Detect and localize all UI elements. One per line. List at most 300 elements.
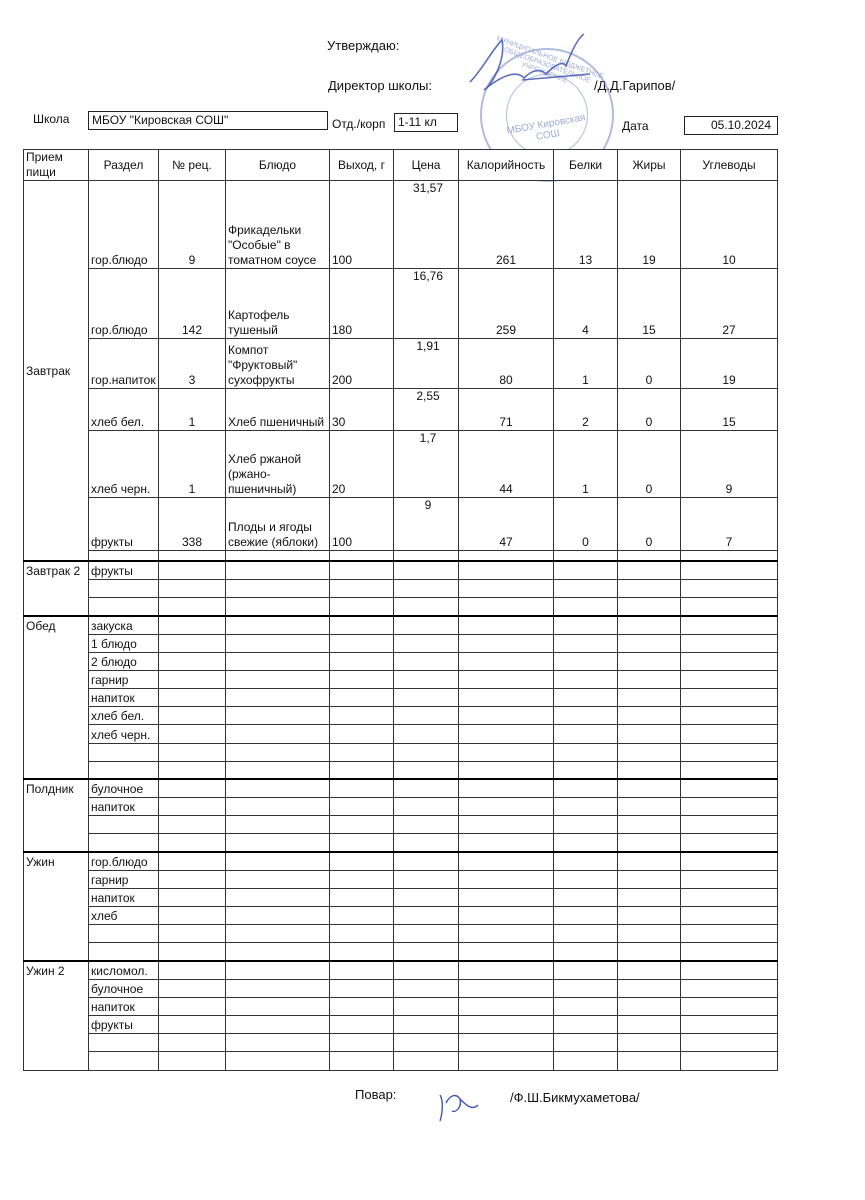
col-header: Раздел [89,150,159,181]
section-cell: напиток [89,888,159,906]
empty-cell [226,579,330,597]
output-cell: 100 [330,497,394,550]
empty-cell [554,816,618,834]
protein-cell: 4 [554,268,618,339]
empty-cell [226,907,330,925]
empty-cell [394,743,459,761]
director-name: /Д.Д.Гарипов/ [594,78,676,93]
empty-cell [618,551,681,562]
section-cell: напиток [89,689,159,707]
section-cell [89,834,159,852]
empty-cell [618,579,681,597]
empty-cell [394,652,459,670]
empty-cell [459,1052,554,1071]
protein-cell: 1 [554,431,618,497]
empty-cell [159,598,226,616]
empty-cell [226,961,330,979]
empty-cell [618,616,681,634]
section-cell: гарнир [89,670,159,688]
empty-cell [459,598,554,616]
cook-label: Повар: [355,1087,397,1102]
other-meals-section [24,561,778,1070]
empty-cell [618,907,681,925]
section-cell: фрукты [89,561,159,579]
empty-cell [226,616,330,634]
empty-cell [459,551,554,562]
empty-cell [394,834,459,852]
empty-cell [618,707,681,725]
empty-cell [681,816,778,834]
cook-name: /Ф.Ш.Бикмухаметова/ [510,1090,640,1105]
empty-cell [459,961,554,979]
table-row [24,961,778,979]
empty-cell [681,1052,778,1071]
empty-cell [554,707,618,725]
empty-cell [554,943,618,961]
col-header: Белки [554,150,618,181]
protein-cell: 1 [554,339,618,388]
empty-cell [681,634,778,652]
empty-cell [618,943,681,961]
empty-cell [554,725,618,743]
empty-cell [554,997,618,1015]
table-row [24,725,778,743]
empty-cell [459,761,554,779]
empty-cell [159,689,226,707]
empty-cell [330,852,394,870]
empty-cell [159,852,226,870]
dish-cell: Фрикадельки "Особые" в томатном соусе [226,181,330,269]
output-cell: 200 [330,339,394,388]
empty-cell [330,907,394,925]
empty-cell [681,907,778,925]
table-row [24,816,778,834]
empty-cell [554,961,618,979]
table-row [24,339,778,388]
price-cell: 9 [394,497,459,550]
empty-cell [226,997,330,1015]
empty-cell [459,816,554,834]
empty-cell [330,1034,394,1052]
empty-cell [459,670,554,688]
empty-cell [554,852,618,870]
table-row [24,689,778,707]
empty-cell [459,1034,554,1052]
empty-cell [681,743,778,761]
empty-cell [554,1016,618,1034]
empty-cell [618,979,681,997]
carbs-cell: 15 [681,388,778,431]
empty-cell [226,1052,330,1071]
empty-cell [681,725,778,743]
col-header: Жиры [618,150,681,181]
empty-cell [554,743,618,761]
empty-cell [394,779,459,797]
table-row [24,834,778,852]
breakfast-section [24,181,778,562]
section-cell: фрукты [89,1016,159,1034]
table-row [24,997,778,1015]
table-row [24,181,778,269]
empty-cell [394,943,459,961]
empty-cell [159,798,226,816]
fat-cell: 0 [618,388,681,431]
table-row [24,1052,778,1071]
empty-cell [459,852,554,870]
empty-cell [226,779,330,797]
empty-cell [226,634,330,652]
table-row [24,870,778,888]
empty-cell [681,925,778,943]
section-cell [89,943,159,961]
empty-cell [618,598,681,616]
empty-cell [330,579,394,597]
fat-cell: 0 [618,431,681,497]
empty-cell [618,743,681,761]
empty-cell [681,1016,778,1034]
table-row [24,616,778,634]
empty-cell [681,798,778,816]
dish-cell: Хлеб ржаной (ржано-пшеничный) [226,431,330,497]
section-cell: 2 блюдо [89,652,159,670]
empty-cell [681,979,778,997]
school-stamp: МУНИЦИПАЛЬНОЕ БЮДЖЕТНОЕ ОБЩЕОБРАЗОВАТЕЛЬНОЕ УЧРЕЖДЕНИЕ МБОУ Кировская СОШ [480,48,614,182]
empty-cell [681,779,778,797]
empty-cell [554,1034,618,1052]
empty-cell [394,579,459,597]
section-cell: гор.блюдо [89,181,159,269]
section-cell [89,925,159,943]
col-header: Цена [394,150,459,181]
date-label: Дата [622,119,649,133]
table-row [24,925,778,943]
empty-cell [226,888,330,906]
meal-name: Ужин 2 [24,961,89,1070]
empty-cell [394,888,459,906]
empty-cell [159,943,226,961]
table-row [24,907,778,925]
empty-cell [618,1016,681,1034]
section-cell: гор.напиток [89,339,159,388]
section-cell: гор.блюдо [89,852,159,870]
empty-cell [159,870,226,888]
protein-cell: 2 [554,388,618,431]
empty-cell [459,707,554,725]
carbs-cell: 19 [681,339,778,388]
fat-cell: 15 [618,268,681,339]
section-cell: хлеб бел. [89,388,159,431]
section-cell: хлеб черн. [89,725,159,743]
empty-cell [681,652,778,670]
empty-cell [618,725,681,743]
empty-cell [554,907,618,925]
empty-cell [159,834,226,852]
empty-cell [618,870,681,888]
empty-cell [226,652,330,670]
empty-cell [459,943,554,961]
empty-cell [394,616,459,634]
empty-cell [681,997,778,1015]
empty-cell [554,779,618,797]
empty-cell [330,1052,394,1071]
empty-cell [330,761,394,779]
empty-cell [394,907,459,925]
fat-cell: 0 [618,339,681,388]
dept-field: 1-11 кл [394,113,458,132]
price-cell: 2,55 [394,388,459,431]
empty-cell [394,1052,459,1071]
empty-cell [618,652,681,670]
empty-cell [159,743,226,761]
empty-cell [394,870,459,888]
empty-cell [394,816,459,834]
section-cell: булочное [89,779,159,797]
empty-cell [159,670,226,688]
section-cell: 1 блюдо [89,634,159,652]
empty-cell [554,925,618,943]
empty-cell [554,834,618,852]
empty-cell [681,598,778,616]
empty-cell [554,634,618,652]
empty-cell [159,816,226,834]
section-cell [89,1034,159,1052]
empty-cell [330,551,394,562]
section-cell: хлеб бел. [89,707,159,725]
empty-cell [394,707,459,725]
section-cell [89,761,159,779]
empty-cell [618,961,681,979]
empty-cell [394,798,459,816]
date-field: 05.10.2024 [684,116,778,135]
empty-cell [394,979,459,997]
empty-cell [330,689,394,707]
empty-cell [459,616,554,634]
table-row [24,598,778,616]
empty-cell [394,761,459,779]
meal-name: Ужин [24,852,89,961]
empty-cell [681,1034,778,1052]
empty-cell [459,925,554,943]
empty-cell [554,870,618,888]
empty-cell [618,925,681,943]
empty-cell [226,943,330,961]
empty-cell [618,852,681,870]
empty-cell [554,561,618,579]
empty-cell [226,834,330,852]
section-cell: напиток [89,798,159,816]
empty-cell [459,561,554,579]
empty-cell [159,961,226,979]
empty-cell [226,598,330,616]
approve-label: Утверждаю: [327,38,400,53]
director-label: Директор школы: [328,78,432,93]
empty-cell [394,551,459,562]
fat-cell: 19 [618,181,681,269]
empty-cell [681,834,778,852]
empty-cell [159,707,226,725]
empty-cell [681,888,778,906]
price-cell: 1,7 [394,431,459,497]
recipe-cell: 3 [159,339,226,388]
empty-cell [681,761,778,779]
empty-cell [330,743,394,761]
empty-cell [226,551,330,562]
empty-cell [459,834,554,852]
section-cell: хлеб [89,907,159,925]
empty-cell [394,852,459,870]
empty-cell [330,670,394,688]
section-cell [89,1052,159,1071]
empty-cell [159,925,226,943]
output-cell: 100 [330,181,394,269]
empty-cell [554,689,618,707]
empty-cell [330,979,394,997]
empty-cell [330,816,394,834]
col-header: Углеводы [681,150,778,181]
empty-cell [159,616,226,634]
empty-cell [618,779,681,797]
empty-cell [226,761,330,779]
empty-cell [159,561,226,579]
table-row [24,743,778,761]
empty-cell [226,561,330,579]
table-row [24,431,778,497]
empty-cell [618,634,681,652]
col-header: Блюдо [226,150,330,181]
meal-name: Завтрак 2 [24,561,89,616]
table-row [24,979,778,997]
empty-cell [618,670,681,688]
meal-name: Обед [24,616,89,780]
empty-cell [226,670,330,688]
empty-cell [226,725,330,743]
empty-cell [394,725,459,743]
table-row [24,888,778,906]
empty-cell [459,579,554,597]
empty-cell [681,616,778,634]
price-cell: 16,76 [394,268,459,339]
col-header: № рец. [159,150,226,181]
output-cell: 180 [330,268,394,339]
empty-cell [330,1016,394,1034]
empty-cell [459,798,554,816]
empty-cell [618,888,681,906]
empty-cell [159,997,226,1015]
calories-cell: 80 [459,339,554,388]
table-row [24,561,778,579]
school-name-field: МБОУ "Кировская СОШ" [88,111,328,130]
menu-table [23,149,778,1071]
empty-cell [554,761,618,779]
empty-cell [618,816,681,834]
empty-cell [226,852,330,870]
dish-cell: Плоды и ягоды свежие (яблоки) [226,497,330,550]
col-header: Прием пищи [24,150,89,181]
empty-cell [681,852,778,870]
empty-cell [681,561,778,579]
empty-cell [618,1052,681,1071]
empty-cell [226,707,330,725]
empty-cell [159,1016,226,1034]
col-header: Выход, г [330,150,394,181]
empty-cell [330,779,394,797]
empty-cell [394,1034,459,1052]
empty-cell [394,598,459,616]
school-label: Школа [33,112,70,126]
empty-cell [394,997,459,1015]
section-cell: закуска [89,616,159,634]
empty-cell [330,616,394,634]
empty-cell [618,997,681,1015]
empty-cell [330,725,394,743]
empty-cell [554,598,618,616]
empty-cell [681,943,778,961]
empty-cell [226,798,330,816]
empty-cell [330,961,394,979]
empty-cell [330,834,394,852]
section-cell: гарнир [89,870,159,888]
empty-cell [554,579,618,597]
empty-cell [330,798,394,816]
empty-cell [459,907,554,925]
table-row [24,551,778,562]
empty-cell [226,1034,330,1052]
empty-cell [618,561,681,579]
table-row [24,497,778,550]
empty-cell [159,579,226,597]
carbs-cell: 27 [681,268,778,339]
empty-cell [394,1016,459,1034]
section-cell [89,579,159,597]
empty-cell [681,670,778,688]
empty-cell [459,725,554,743]
section-cell: хлеб черн. [89,431,159,497]
table-row [24,761,778,779]
dept-label: Отд./корп [332,117,386,131]
table-row [24,1016,778,1034]
empty-cell [618,834,681,852]
empty-cell [681,870,778,888]
empty-cell [159,779,226,797]
empty-cell [618,689,681,707]
table-row [24,268,778,339]
empty-cell [394,561,459,579]
empty-cell [159,1034,226,1052]
empty-cell [226,925,330,943]
empty-cell [681,579,778,597]
calories-cell: 261 [459,181,554,269]
empty-cell [554,670,618,688]
table-row [24,779,778,797]
empty-cell [554,979,618,997]
empty-cell [159,725,226,743]
director-signature-icon [462,30,602,100]
empty-cell [226,689,330,707]
empty-cell [330,707,394,725]
fat-cell: 0 [618,497,681,550]
empty-cell [554,1052,618,1071]
empty-cell [554,551,618,562]
empty-cell [159,551,226,562]
table-row [24,579,778,597]
empty-cell [226,1016,330,1034]
recipe-cell: 1 [159,431,226,497]
price-cell: 31,57 [394,181,459,269]
empty-cell [159,888,226,906]
empty-cell [554,888,618,906]
empty-cell [459,652,554,670]
section-cell [89,743,159,761]
